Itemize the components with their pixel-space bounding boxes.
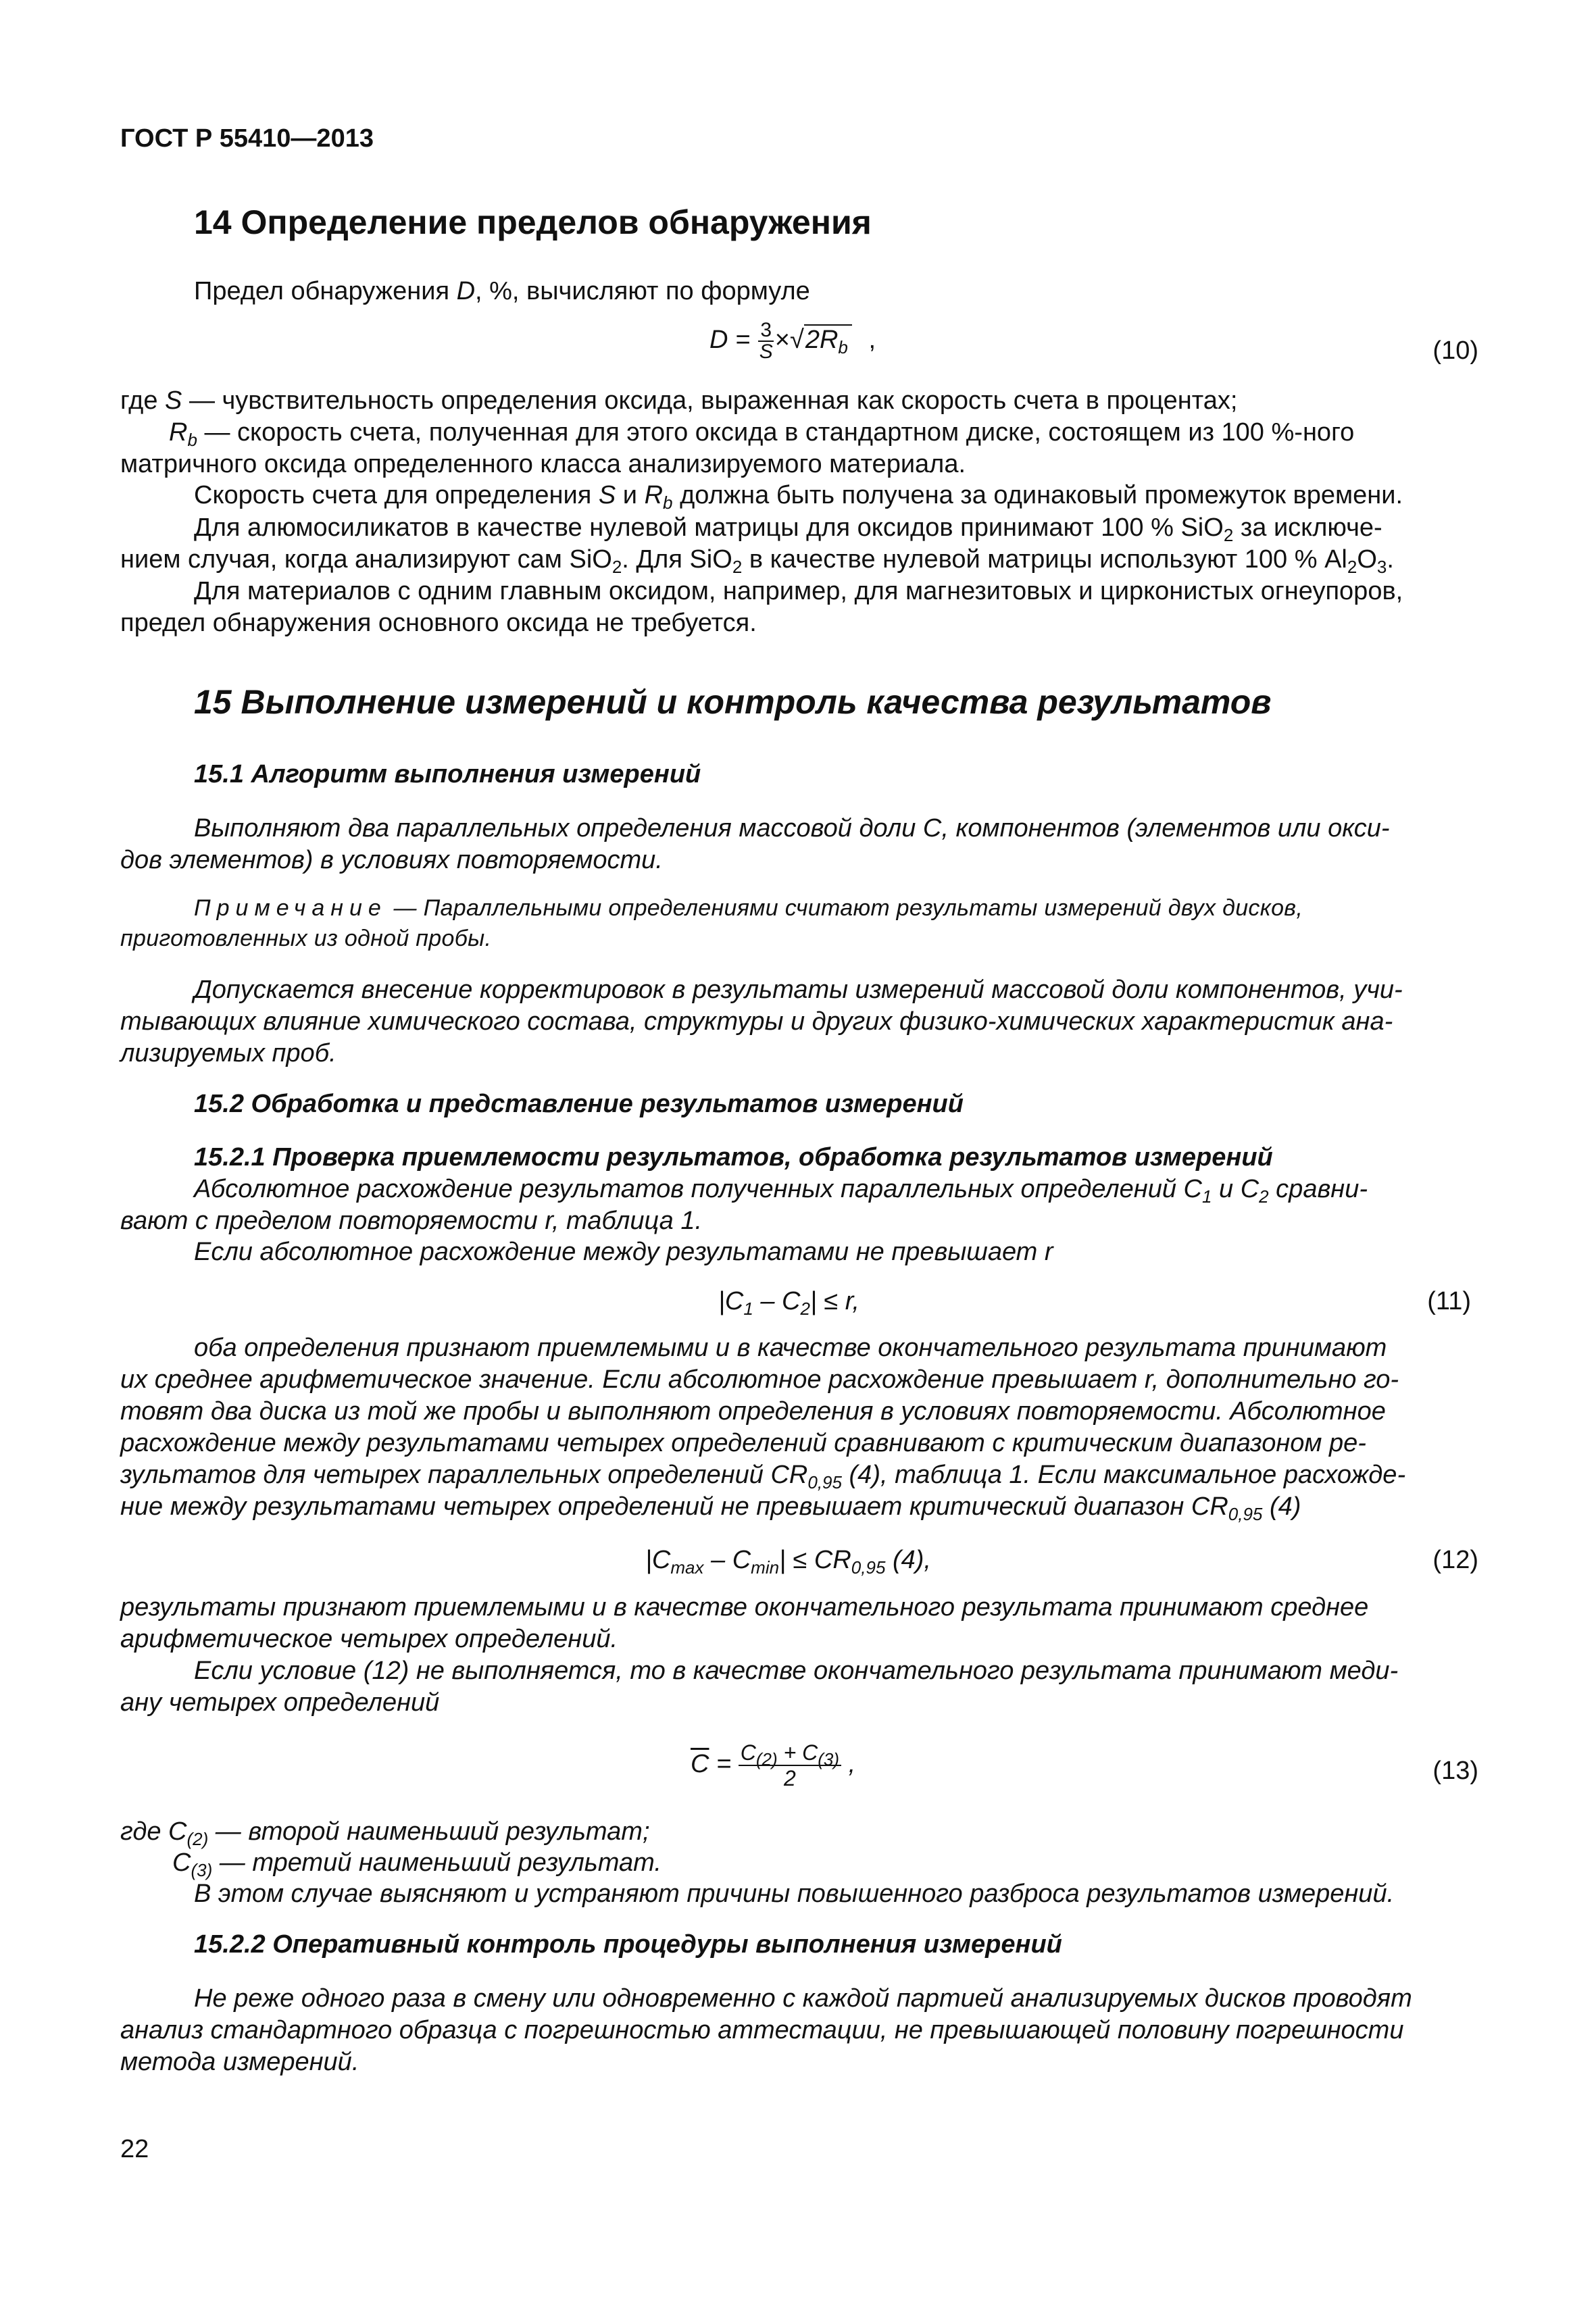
where-C3-line: $C_{(3)}$ — третий наименьший результат.: [172, 1848, 662, 1880]
page-number: 22: [120, 2135, 149, 2163]
document-header: ГОСТ Р 55410—2013: [120, 124, 374, 153]
where-C2-line: где $C_{(2)}$ — второй наименьший результат;: [120, 1817, 650, 1849]
operational-control-paragraph: Не реже одного раза в смену или одновременно с каждой партией анализируемых дисков проводят анализ стандартного образца с погрешностью аттестации, не превышающей половину погрешности метода измерений.: [120, 1984, 1412, 2076]
equation-number-10: (10): [1432, 336, 1478, 365]
note-paragraph: Примечание — Параллельными определениями считают результаты измерений двух дисков, приготовленных из одной пробы.: [120, 895, 1303, 951]
equation-number-12: (12): [1432, 1546, 1478, 1574]
section-15-2-heading: 15.2 Обработка и представление результатов измерений: [194, 1090, 964, 1118]
condition-paragraph: Если условие (12) не выполняется, то в качестве окончательного результата принимают меди- ану четырех определений: [120, 1657, 1399, 1717]
note-label: Примечание: [194, 895, 387, 921]
section-15-1-heading: 15.1 Алгоритм выполнения измерений: [194, 760, 701, 788]
equation-number-13: (13): [1432, 1757, 1478, 1785]
section-14-heading: 14 Определение пределов обнаружения: [194, 203, 872, 241]
magnesite-paragraph: Для материалов с одним главным оксидом, например, для магнезитовых и цирконистых огнеупоров, предел обнаружения основного оксида не требуется.: [120, 577, 1403, 637]
intro-line: Предел обнаружения D, %, вычисляют по формуле: [194, 277, 810, 305]
formula-13: $\overline{C}$ = $\frac{C_{(2)} + C_{(3)}}{2}$ ,: [691, 1740, 856, 1790]
formula-12: $|C_{max} - C_{min}| \le CR_{0,95}$ (4),: [645, 1546, 931, 1578]
where-Rb-paragraph: $R_b$ — скорость счета, полученная для этого оксида в стандартном диске, состоящем из 100 %-ного матричного оксида определенного класса анализируемого материала.: [120, 418, 1355, 478]
section-15-heading: 15 Выполнение измерений и контроль качества результатов: [194, 683, 1272, 721]
count-rate-paragraph: Скорость счета для определения S и $R_b$ должна быть получена за одинаковый промежуток времени.: [194, 481, 1403, 513]
section-15-2-2-heading: 15.2.2 Оперативный контроль процедуры выполнения измерений: [194, 1930, 1062, 1959]
formula-13-fraction: $\frac{C_{(2)} + C_{(3)}}{2}$: [739, 1740, 841, 1790]
abs-difference-paragraph: Абсолютное расхождение результатов полученных параллельных определений $C_1$ и $C_2$ сравни- вают с пределом повторяемости r, таблица 1.: [120, 1175, 1368, 1235]
formula-10: D = $\frac{3}{S}$ $\times√2R_b$ ,: [709, 319, 876, 363]
aluminosilicate-paragraph: Для алюмосиликатов в качестве нулевой матрицы для оксидов принимают 100 % SiO$_2$ за исключе- нием случая, когда анализируют сам SiO$_2$. Для SiO$_2$ в качестве нулевой матрицы используют 100 % $Al_2O_3$.: [120, 513, 1394, 577]
where-S-line: где S — чувствительность определения оксида, выраженная как скорость счета в процентах;: [120, 386, 1238, 415]
if-r-line: Если абсолютное расхождение между результатами не превышает r: [194, 1238, 1053, 1266]
results-accepted-paragraph: результаты признают приемлемыми и в качестве окончательного результата принимают среднее арифметическое четырех определений.: [120, 1593, 1369, 1653]
this-case-line: В этом случае выясняют и устраняют причины повышенного разброса результатов измерений.: [194, 1880, 1395, 1908]
formula-10-fraction: $\frac{3}{S}$: [759, 319, 773, 363]
formula-11: $|C_1 - C_2| \le r$,: [718, 1287, 859, 1319]
equation-number-11: (11): [1427, 1287, 1471, 1315]
section-15-2-1-heading: 15.2.1 Проверка приемлемости результатов, обработка результатов измерений: [194, 1143, 1273, 1172]
both-determinations-paragraph: оба определения признают приемлемыми и в качестве окончательного результата принимают их среднее арифметическое значение. Если абсолютное расхождение превышает r, дополнительно го- товят два диска из той же пробы и выполняют определения в условиях повторяемости. Абсолютное расхождение между результатами четырех определений сравнивают с критическим диапазоном ре- зультатов для четырех параллельных определений $CR_{0,95}$ (4), таблица 1. Если максимальное расхожде- ние между результатами четырех определений не превышает критический диапазон $CR_{0,95}$ (4): [120, 1334, 1406, 1524]
s151-paragraph-2: Допускается внесение корректировок в результаты измерений массовой доли компонентов, учи- тывающих влияние химического состава, структуры и других физико-химических характеристик ана- лизируемых проб.: [120, 976, 1403, 1067]
s151-paragraph-1: Выполняют два параллельных определения массовой доли C, компонентов (элементов или окси- дов элементов) в условиях повторяемости.: [120, 814, 1390, 874]
